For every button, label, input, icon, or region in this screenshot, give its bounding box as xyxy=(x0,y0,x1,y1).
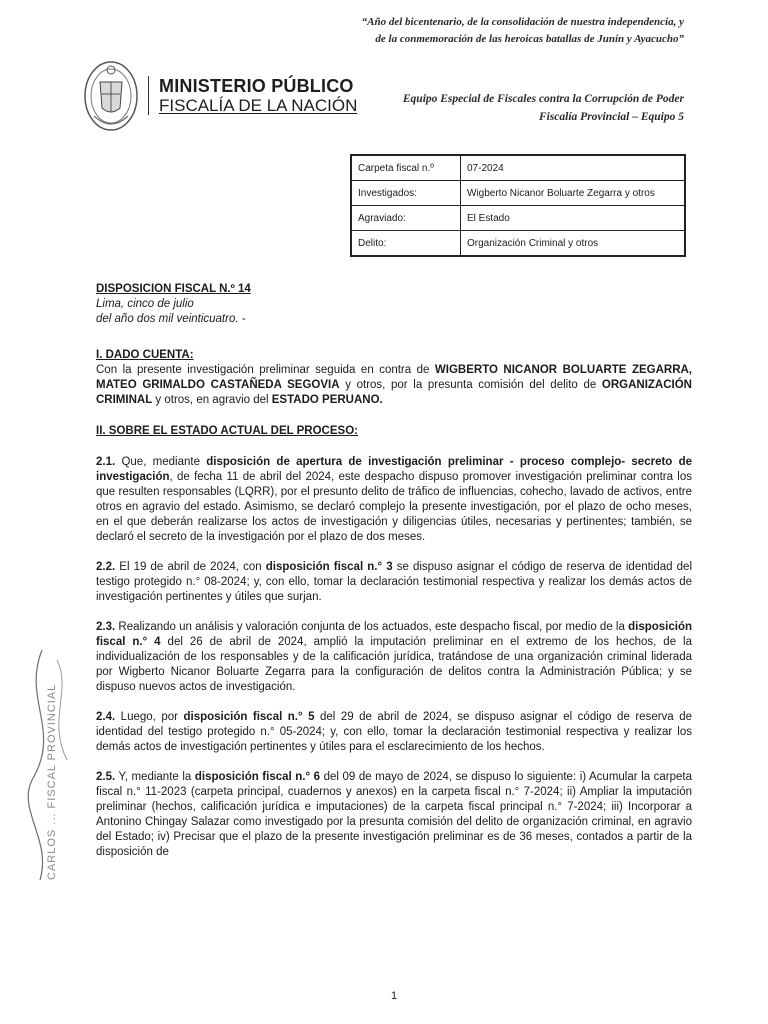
stamp-text: CARLOS ... FISCAL PROVINCIAL xyxy=(46,683,58,880)
table-row xyxy=(351,206,685,231)
text-run: , de fecha 11 de abril del 2024, este despacho dispuso promover investigación preliminar contra los que resulten responsables (LQRR), por el presunto delito de tráfico de influencias, cohecho, lavado de activos, entre otros en agravio del estado. Asimismo, se declaró complejo la presente investigación, por el plazo de ocho meses, en el que deberán realizarse los actos de investigación y diligencias útiles, necesarias y pertinentes; también, se declaró el secreto de la investigación por el plazo de dos meses. xyxy=(96,471,692,543)
section-title: I. DADO CUENTA: xyxy=(96,349,194,361)
year-motto: “Año del bicentenario, de la consolidación de nuestra independencia, y de la conmemoración de las heroicas batallas de Junín y Ayacucho” xyxy=(361,16,684,45)
paragraph-2-2 xyxy=(96,560,692,605)
table-row xyxy=(351,155,685,181)
place-date-line: del año dos mil veinticuatro. - xyxy=(96,313,246,325)
text-run-bold: disposición fiscal n.° 6 xyxy=(194,771,321,783)
text-run: Con la presente investigación preliminar seguida en contra de xyxy=(96,364,435,376)
paragraph-number: 2.4. xyxy=(96,711,116,723)
table-cell-label: Carpeta fiscal n.º xyxy=(351,155,461,181)
table-cell-value: Organización Criminal y otros xyxy=(461,231,686,257)
prosecution-team xyxy=(354,90,684,126)
paragraph-2-5 xyxy=(96,770,692,860)
team-name: Equipo Especial de Fiscales contra la Corrupción de Poder xyxy=(402,93,684,105)
institution-name: MINISTERIO PÚBLICO xyxy=(159,76,354,96)
table-cell-label: Delito: xyxy=(351,231,461,257)
paragraph-number: 2.1. xyxy=(96,456,116,468)
text-run-bold: WIGBERTO NICANOR BOLUARTE ZEGARRA, MATEO GRIMALDO CASTAÑEDA SEGOVIA xyxy=(96,364,692,391)
text-run: del 26 de abril de 2024, amplió la imputación preliminar en el extremo de los hechos, de la individualización de los responsables y de la calificación jurídica, tratándose de una organización criminal liderada por Wigberto Nicanor Boluarte Zegarra para la configuración de delitos contra la Administración Pública; y se dispuso nuevos actos de investigación. xyxy=(96,636,693,693)
table-cell-value: 07-2024 xyxy=(461,155,686,181)
table-cell-value: Wigberto Nicanor Boluarte Zegarra y otros xyxy=(461,181,686,206)
disposition-title: DISPOSICION FISCAL N.º 14 xyxy=(96,283,251,295)
table-row xyxy=(351,231,685,257)
table-cell-label: Investigados: xyxy=(351,181,461,206)
paragraph-2-4 xyxy=(96,710,692,755)
paragraph-number: 2.2. xyxy=(96,561,116,573)
text-run: Que, mediante xyxy=(115,456,207,468)
section-title: II. SOBRE EL ESTADO ACTUAL DEL PROCESO: xyxy=(96,425,358,437)
table-cell-label: Agraviado: xyxy=(351,206,461,231)
team-office: Fiscalía Provincial – Equipo 5 xyxy=(538,111,684,123)
text-run: Luego, por xyxy=(115,711,184,723)
text-run: y otros, por la presunta comisión del delito de xyxy=(339,379,602,391)
text-run: se dispuso asignar el código de reserva de identidad del testigo protegido n.° 08-2024; y, con ello, tomar la declaración testimonial respectiva y realizar los demás actos de investigación pertinentes y útiles que surjan. xyxy=(96,561,692,603)
paragraph-2-3 xyxy=(96,620,692,695)
paragraph-number: 2.3. xyxy=(96,621,116,633)
text-run-bold: disposición fiscal n.° 4 xyxy=(96,621,692,648)
section-paragraph xyxy=(96,363,692,408)
paragraph-2-1 xyxy=(96,455,692,545)
institution-logo-text xyxy=(148,76,357,115)
table-row xyxy=(351,181,685,206)
place-date-line: Lima, cinco de julio xyxy=(96,298,194,310)
text-run: Y, mediante la xyxy=(115,771,195,783)
text-run-bold: disposición fiscal n.° 3 xyxy=(265,561,393,573)
side-official-stamp xyxy=(12,640,82,890)
national-seal-logo xyxy=(80,52,142,136)
text-run: del 29 de abril de 2024, se dispuso asignar el código de reserva de identidad del testigo protegido n.° 05-2024; y, con ello, tomar la declaración testimonial respectiva y realizar los demás actos de investigación pertinentes y útiles para el esclarecimiento de los hechos. xyxy=(96,711,692,753)
page-number: 1 xyxy=(390,990,398,1002)
text-run-bold: ORGANIZACIÓN CRIMINAL xyxy=(96,379,692,406)
text-run: Realizando un análisis y valoración conjunta de los actuados, este despacho fiscal, por medio de la xyxy=(115,621,629,633)
institution-subname: FISCALÍA DE LA NACIÓN xyxy=(159,96,358,115)
text-run: y otros, en agravio del xyxy=(152,394,272,406)
text-run-bold: ESTADO PERUANO. xyxy=(271,394,383,406)
text-run-bold: disposición fiscal n.° 5 xyxy=(183,711,315,723)
document-body xyxy=(96,282,692,860)
text-run: del 09 de mayo de 2024, se dispuso lo siguiente: i) Acumular la carpeta fiscal n.° 11-2023 (carpeta principal, cuadernos y anexos) en la carpeta fiscal n.° 7-2024; ii) Ampliar la imputación preliminar (hechos, calificación jurídica e imputaciones) de la carpeta fiscal principal n.° 7-2024; iii) Incorporar a Antonino Chingay Salazar como investigado por la presunta comisión del delito de organización criminal, en agravio del Estado; iv) Precisar que el plazo de la presente investigación preliminar es de 36 meses, contados a partir de la disposición de xyxy=(96,771,692,858)
paragraph-number: 2.5. xyxy=(96,771,116,783)
text-run: El 19 de abril de 2024, con xyxy=(115,561,266,573)
table-cell-value: El Estado xyxy=(461,206,686,231)
case-info-table xyxy=(350,154,686,257)
text-run-bold: disposición de apertura de investigación preliminar - proceso complejo- secreto de investigación xyxy=(96,456,693,483)
